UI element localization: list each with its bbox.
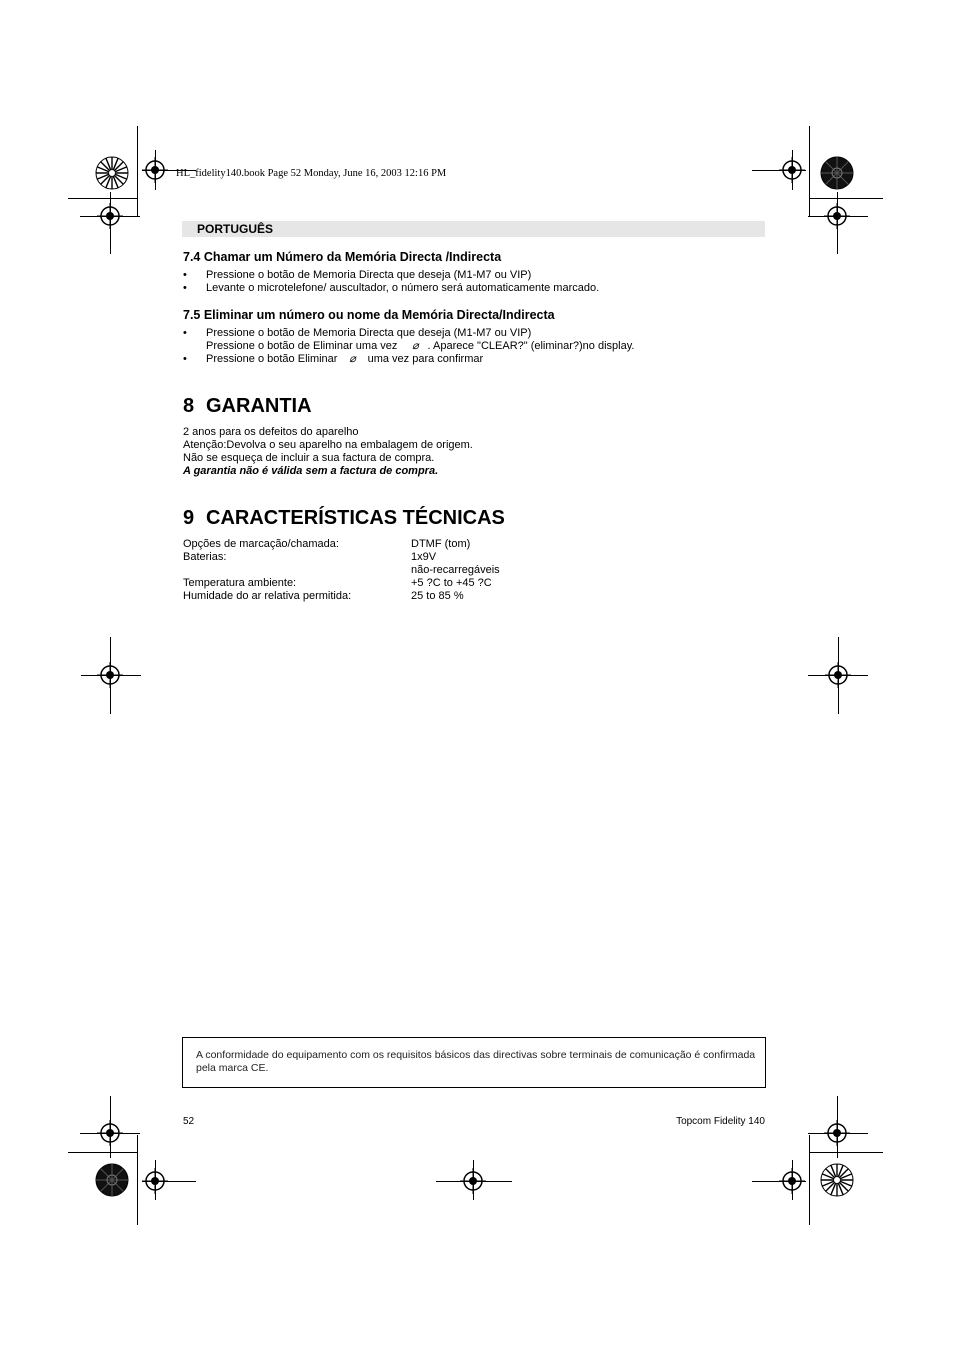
footer-product: Topcom Fidelity 140 [676,1116,765,1127]
list-item-text-part: Pressione o botão Eliminar [206,353,338,365]
section-number: 8 [183,395,195,417]
spec-value: não-recarregáveis [411,564,500,576]
clear-key-icon: ⌀ [412,340,419,352]
registration-target-icon [777,155,807,185]
spec-value: 1x9V [411,551,437,563]
warranty-emphasis: A garantia não é válida sem a factura de compra. [183,465,439,477]
registration-target-icon [822,201,852,231]
bullet-icon: • [183,353,187,365]
registration-target-icon [140,155,170,185]
starburst-calibration-icon [95,1163,129,1197]
section-8-heading [183,395,312,418]
bullet-icon: • [183,269,187,281]
starburst-calibration-icon [820,156,854,190]
section-7-5-heading: 7.5 Eliminar um número ou nome da Memória Directa/Indirecta [183,308,555,322]
list-item-text-part: uma vez para confirmar [367,353,484,365]
page-number: 52 [183,1116,195,1127]
spec-label: Baterias: [183,551,227,563]
registration-target-icon [823,660,853,690]
registration-target-icon [95,1118,125,1148]
ce-notice-box [182,1037,766,1088]
registration-target-icon [777,1166,807,1196]
list-item-text [206,353,483,366]
registration-target-icon [95,201,125,231]
spec-label: Opções de marcação/chamada: [183,538,339,550]
language-label: PORTUGUÊS [197,222,274,236]
list-item-text: Pressione o botão de Memoria Directa que deseja (M1-M7 ou VIP) [206,269,532,281]
section-title: GARANTIA [206,395,312,417]
registration-target-icon [822,1118,852,1148]
ce-notice-text: A conformidade do equipamento com os requisitos básicos das directivas sobre terminais de comunicação é confirmada pela marca CE. [196,1049,756,1074]
starburst-calibration-icon [820,1163,854,1197]
warranty-line: 2 anos para os defeitos do aparelho [183,426,359,438]
registration-target-icon [95,660,125,690]
spec-value: 25 to 85 % [411,590,464,602]
list-item-text-part: . Aparece "CLEAR?" (eliminar?)no display. [427,340,635,352]
print-header: HL_fidelity140.book Page 52 Monday, June 16, 2003 12:16 PM [176,168,447,179]
list-item-text: Levante o microtelefone/ auscultador, o número será automaticamente marcado. [206,282,600,294]
bullet-icon: • [183,282,187,294]
list-item-text: Pressione o botão de Memoria Directa que deseja (M1-M7 ou VIP) [206,327,532,339]
section-9-heading [183,507,505,530]
section-title: CARACTERÍSTICAS TÉCNICAS [206,507,505,529]
spec-value: +5 ?C to +45 ?C [411,577,492,589]
warranty-line: Atenção:Devolva o seu aparelho na embalagem de origem. [183,439,473,451]
section-number: 9 [183,507,195,529]
clear-key-icon: ⌀ [349,353,356,365]
warranty-line: Não se esqueça de incluir a sua factura de compra. [183,452,435,464]
starburst-calibration-icon [95,156,129,190]
language-bar [182,221,765,237]
spec-label: Humidade do ar relativa permitida: [183,590,352,602]
section-7-4-heading: 7.4 Chamar um Número da Memória Directa /Indirecta [183,250,502,264]
list-item-text-part: Pressione o botão de Eliminar uma vez [206,340,398,352]
list-item-text [206,340,634,353]
registration-target-icon [458,1166,488,1196]
registration-target-icon [140,1166,170,1196]
bullet-icon: • [183,327,187,339]
spec-label: Temperatura ambiente: [183,577,297,589]
spec-value: DTMF (tom) [411,538,471,550]
